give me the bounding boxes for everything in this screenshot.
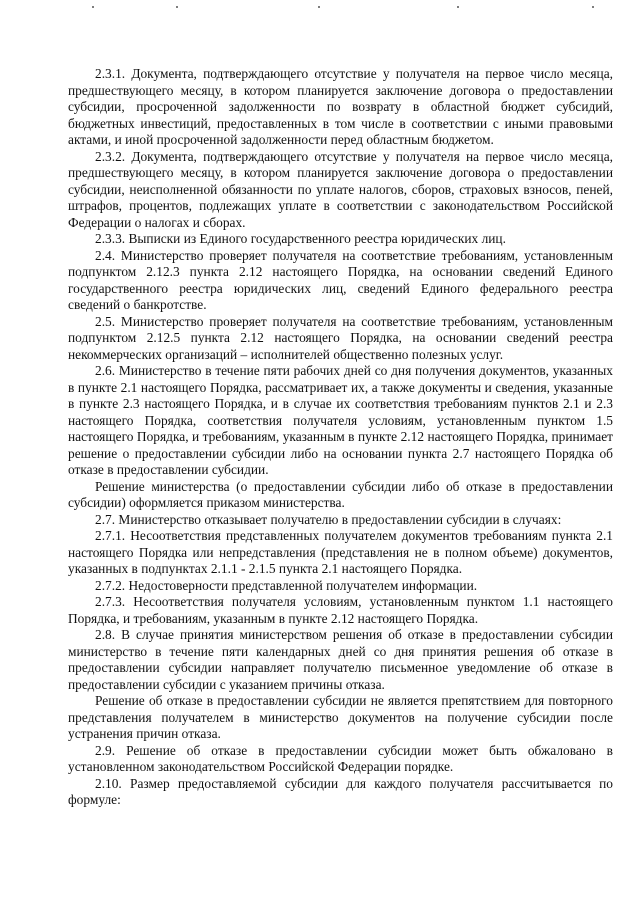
paragraph-2-5: 2.5. Министерство проверяет получателя на соответствие требованиям, установленным подпунктом 2.12.5 пункта 2.12 настоящего Порядка, на основании сведений реестра некоммерческих организаций – исполнителей общественно полезных услуг. — [68, 313, 613, 362]
paragraph-2-7-3: 2.7.3. Несоответствия получателя условиям, установленным пунктом 1.1 настоящего Порядка, и требованиям, указанным в пункте 2.12 настоящего Порядка. — [68, 594, 613, 626]
paragraph-2-10: 2.10. Размер предоставляемой субсидии для каждого получателя рассчитывается по формуле: — [68, 775, 613, 807]
paragraph-2-9: 2.9. Решение об отказе в предоставлении субсидии может быть обжаловано в установленном законодательством Российской Федерации порядке. — [68, 742, 613, 774]
paragraph-2-3-2: 2.3.2. Документа, подтверждающего отсутствие у получателя на первое число месяца, предшествующего месяцу, в котором планируется заключение договора о предоставлении субсидии, неисполненной обязанности по уплате налогов, сборов, страховых взносов, пеней, штрафов, процентов, подлежащих уплате в соответствии с законодательством Российской Федерации о налогах и сборах. — [68, 148, 613, 230]
paragraph-refusal-decision: Решение об отказе в предоставлении субсидии не является препятствием для повторного представления получателем в министерство документов на получение субсидии после устранения причин отказа. — [68, 693, 613, 741]
scan-speck — [92, 6, 94, 8]
paragraph-ministry-decision: Решение министерства (о предоставлении субсидии либо об отказе в предоставлении субсидии) оформляется приказом министерства. — [68, 478, 613, 510]
paragraph-2-4: 2.4. Министерство проверяет получателя на соответствие требованиям, установленным подпунктом 2.12.3 пункта 2.12 настоящего Порядка, на основании сведений Единого государственного реестра юридических лиц, сведений Единого федерального реестра сведений о банкротстве. — [68, 247, 613, 312]
scan-speck — [592, 6, 594, 8]
paragraph-2-7-1: 2.7.1. Несоответствия представленных получателем документов требованиям пункта 2.1 настоящего Порядка или непредставления (представления не в полном объеме) документов, указанных в подпунктах 2.1.1 - 2.1.5 пункта 2.1 настоящего Порядка. — [68, 528, 613, 576]
scan-artifacts — [0, 0, 640, 20]
paragraph-2-3-1: 2.3.1. Документа, подтверждающего отсутствие у получателя на первое число месяца, предшествующего месяцу, в котором планируется заключение договора о предоставлении субсидии, просроченной задолженности по возврату в областной бюджет субсидий, бюджетных инвестиций, предоставленных в том числе в соответствии с иными правовыми актами, и иной просроченной задолженности перед областным бюджетом. — [68, 66, 613, 147]
scan-speck — [318, 6, 320, 8]
scan-speck — [176, 6, 178, 8]
document-body — [68, 66, 613, 809]
paragraph-2-7: 2.7. Министерство отказывает получателю в предоставлении субсидии в случаях: — [95, 511, 562, 527]
paragraph-2-3-3: 2.3.3. Выписки из Единого государственного реестра юридических лиц. — [95, 231, 506, 246]
paragraph-2-8: 2.8. В случае принятия министерством решения об отказе в предоставлении субсидии министерство в течение пяти календарных дней со дня принятия решения об отказе в предоставлении субсидии направляет получателю письменное уведомление об отказе в предоставлении субсидии с указанием причины отказа. — [68, 627, 613, 692]
paragraph-2-7-2: 2.7.2. Недостоверности представленной получателем информации. — [95, 577, 478, 593]
paragraph-2-6: 2.6. Министерство в течение пяти рабочих дней со дня получения документов, указанных в пункте 2.1 настоящего Порядка, рассматривает их, а также документы и сведения, указанные в пункте 2.3 настоящего Порядка, и в случае их соответствия требованиям пунктов 2.1 и 2.3 настоящего Порядка, соответствия получателя условиям, установленным пунктом 1.5 настоящего Порядка, и требованиям, указанным в пункте 2.12 настоящего Порядка, принимает решение о предоставлении субсидии либо на основании пункта 2.7 настоящего Порядка об отказе в предоставлении субсидии. — [68, 363, 613, 477]
scan-speck — [457, 6, 459, 8]
